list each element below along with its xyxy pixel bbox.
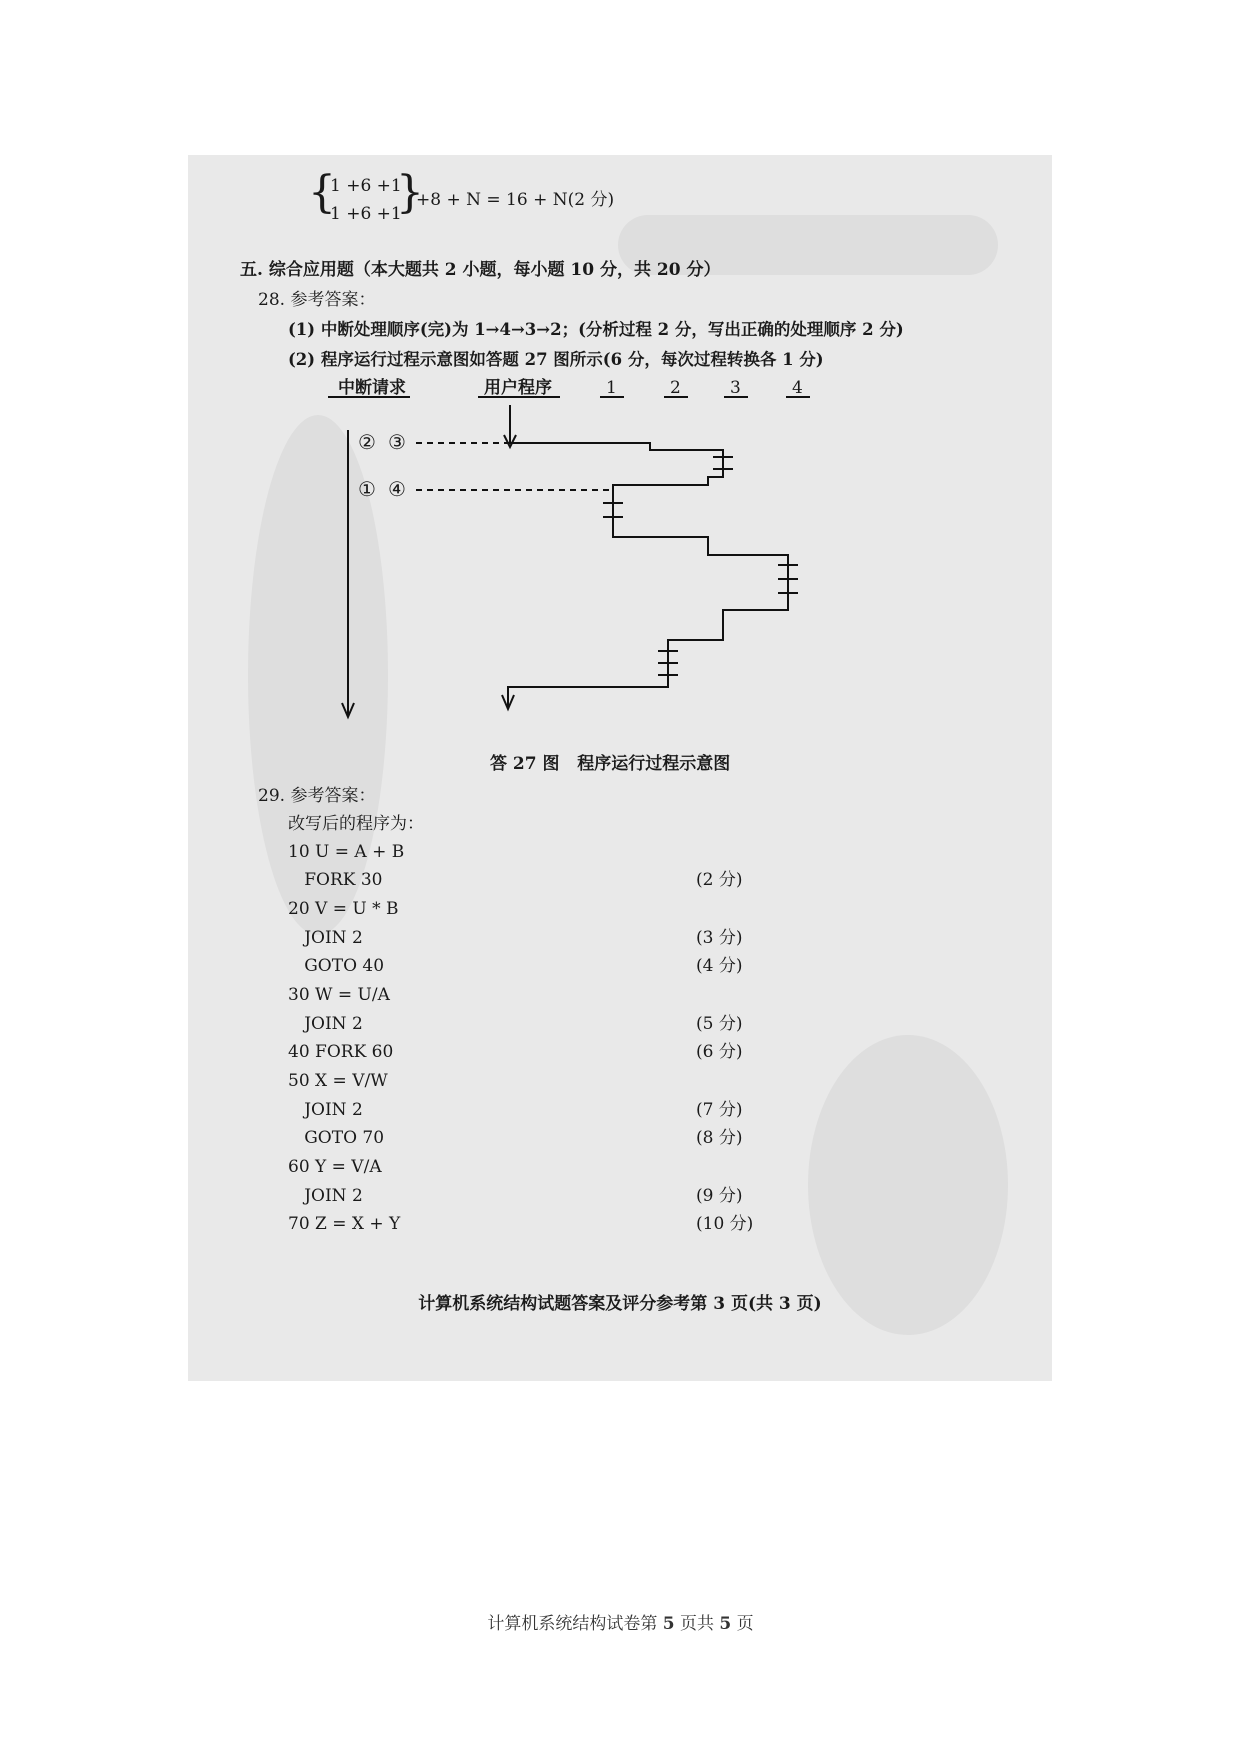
column-3: 3 [730, 378, 741, 398]
diagram-caption: 答 27 图 程序运行过程示意图 [490, 754, 731, 774]
right-brace: } [396, 167, 424, 218]
code-line: 30 W = U/A [288, 985, 390, 1005]
execution-path [508, 443, 788, 707]
scan-page-footer: 计算机系统结构试题答案及评分参考第 3 页(共 3 页) [418, 1294, 822, 1314]
footer-middle: 页共 [680, 1614, 714, 1634]
column-user-program: 用户程序 [484, 378, 552, 398]
scan-smudge [808, 1035, 1008, 1335]
section-note: （本大题共 2 小题，每小题 10 分，共 20 分） [353, 260, 721, 280]
section-title: 五. 综合应用题 [240, 260, 354, 280]
column-2: 2 [670, 378, 681, 398]
footer-current-page: 5 [662, 1614, 675, 1634]
formula-row-2: 1 +6 +1 [330, 204, 402, 224]
footer-total-pages: 5 [719, 1614, 732, 1634]
code-line: JOIN 2 [288, 1100, 363, 1120]
q29-intro: 改写后的程序为： [288, 814, 424, 834]
request-label-4: ④ [388, 477, 406, 501]
code-line: 40 FORK 60 [288, 1042, 394, 1062]
score-label: (6 分) [696, 1042, 743, 1062]
footer-suffix: 页 [736, 1614, 754, 1634]
code-line: 70 Z = X + Y [288, 1214, 401, 1234]
code-line: GOTO 40 [288, 956, 385, 976]
page-footer [0, 1613, 1241, 1635]
score-label: (10 分) [696, 1214, 754, 1234]
formula-row-1: 1 +6 +1 [330, 176, 402, 196]
request-label-2: ② [358, 430, 376, 454]
code-line: GOTO 70 [288, 1128, 385, 1148]
code-line: 60 Y = V/A [288, 1157, 382, 1177]
code-line: JOIN 2 [288, 1186, 363, 1206]
code-line: 50 X = V/W [288, 1071, 388, 1091]
column-interrupt-request: 中断请求 [338, 378, 406, 398]
left-brace: { [308, 167, 336, 218]
score-label: (4 分) [696, 956, 743, 976]
formula-rest: +8 + N = 16 + N(2 分) [416, 190, 615, 210]
request-label-3: ③ [388, 430, 406, 454]
code-line: FORK 30 [288, 870, 383, 890]
score-label: (3 分) [696, 928, 743, 948]
score-label: (2 分) [696, 870, 743, 890]
code-line: 10 U = A + B [288, 842, 405, 862]
score-label: (7 分) [696, 1100, 743, 1120]
code-line: JOIN 2 [288, 928, 363, 948]
column-4: 4 [792, 378, 803, 398]
code-line: JOIN 2 [288, 1014, 363, 1034]
q28-line-2: (2) 程序运行过程示意图如答题 27 图所示(6 分，每次过程转换各 1 分) [288, 350, 824, 369]
q29-number: 29. 参考答案： [258, 786, 376, 806]
program-flow-diagram [188, 155, 1052, 755]
score-label: (8 分) [696, 1128, 743, 1148]
scanned-answer-sheet [188, 155, 1052, 1381]
request-label-1: ① [358, 477, 376, 501]
column-1: 1 [606, 378, 617, 398]
code-line: 20 V = U * B [288, 899, 399, 919]
score-label: (9 分) [696, 1186, 743, 1206]
score-label: (5 分) [696, 1014, 743, 1034]
q28-line-1: (1) 中断处理顺序(完)为 1→4→3→2；(分析过程 2 分，写出正确的处理顺序 2 分) [288, 320, 904, 339]
footer-prefix: 计算机系统结构试卷第 [487, 1614, 658, 1634]
q28-number: 28. 参考答案： [258, 290, 376, 310]
